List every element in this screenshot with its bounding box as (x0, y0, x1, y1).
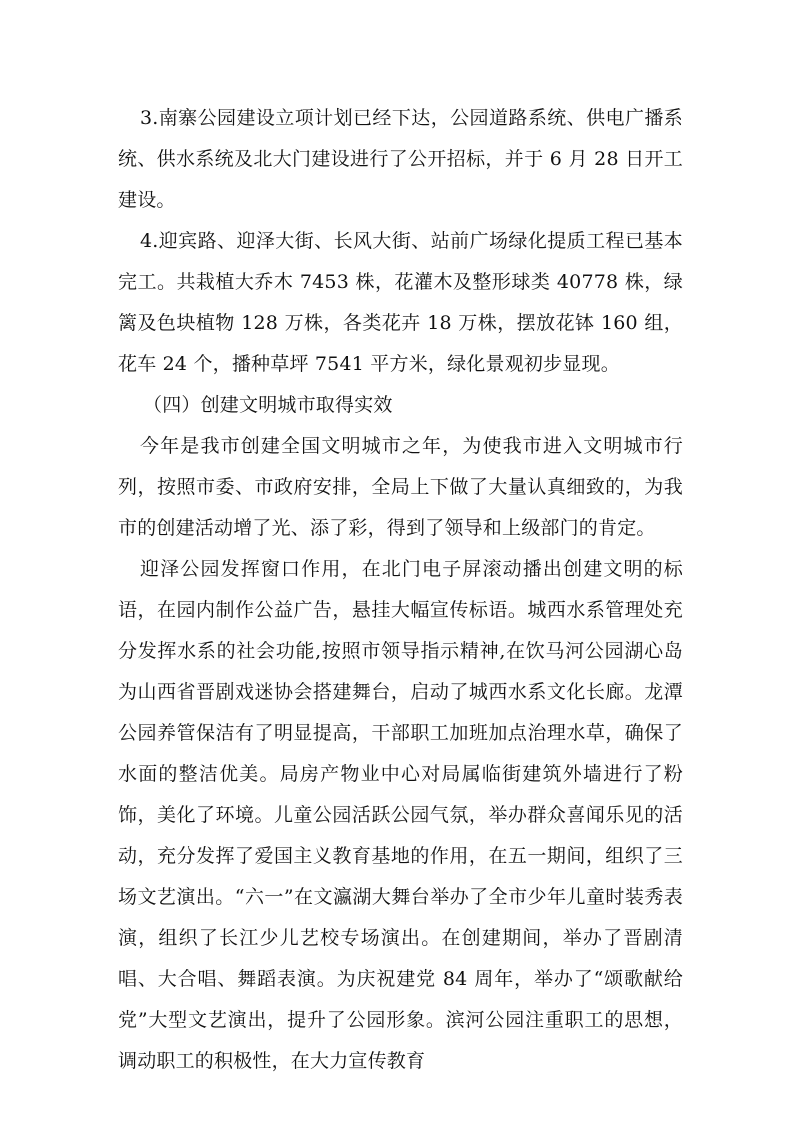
paragraph-parks-activities: 迎泽公园发挥窗口作用，在北门电子屏滚动播出创建文明的标语，在园内制作公益广告，悬挂大幅宣传标语。城西水系管理处充分发挥水系的社会功能,按照市领导指示精神,在饮马河公园湖心岛为山西省晋剧戏迷协会搭建舞台，启动了城西水系文化长廊。龙潭公园养管保洁有了明显提高，干部职工加班加点治理水草，确保了水面的整洁优美。局房产物业中心对局属临街建筑外墙进行了粉饰，美化了环境。儿童公园活跃公园气氛，举办群众喜闻乐见的活动，充分发挥了爱国主义教育基地的作用，在五一期间，组织了三场文艺演出。“六一”在文瀛湖大舞台举办了全市少年儿童时装秀表演，组织了长江少儿艺校专场演出。在创建期间，举办了晋剧清唱、大合唱、舞蹈表演。为庆祝建党 84 周年，举办了“颂歌献给党”大型文艺演出，提升了公园形象。滨河公园注重职工的思想，调动职工的积极性，在大力宣传教育 (118, 558, 683, 1072)
section-heading-civilized-city: （四）创建文明城市取得实效 (143, 394, 393, 416)
document-body (118, 98, 683, 1082)
paragraph-nanzhai-park: 3.南寨公园建设立项计划已经下达，公园道路系统、供电广播系统、供水系统及北大门建设进行了公开招标，并于 6 月 28 日开工建设。 (118, 107, 683, 211)
paragraph-greening-project: 4.迎宾路、迎泽大街、长风大街、站前广场绿化提质工程已基本完工。共栽植大乔木 7453 株，花灌木及整形球类 40778 株，绿篱及色块植物 128 万株，各类花卉 18 万株，摆放花钵 160 组，花车 24 个，播种草坪 7541 平方米，绿化景观初步显现。 (118, 230, 683, 375)
paragraph-civilized-city-intro: 今年是我市创建全国文明城市之年，为使我市进入文明城市行列，按照市委、市政府安排，全局上下做了大量认真细致的，为我市的创建活动增了光、添了彩，得到了领导和上级部门的肯定。 (118, 435, 683, 539)
